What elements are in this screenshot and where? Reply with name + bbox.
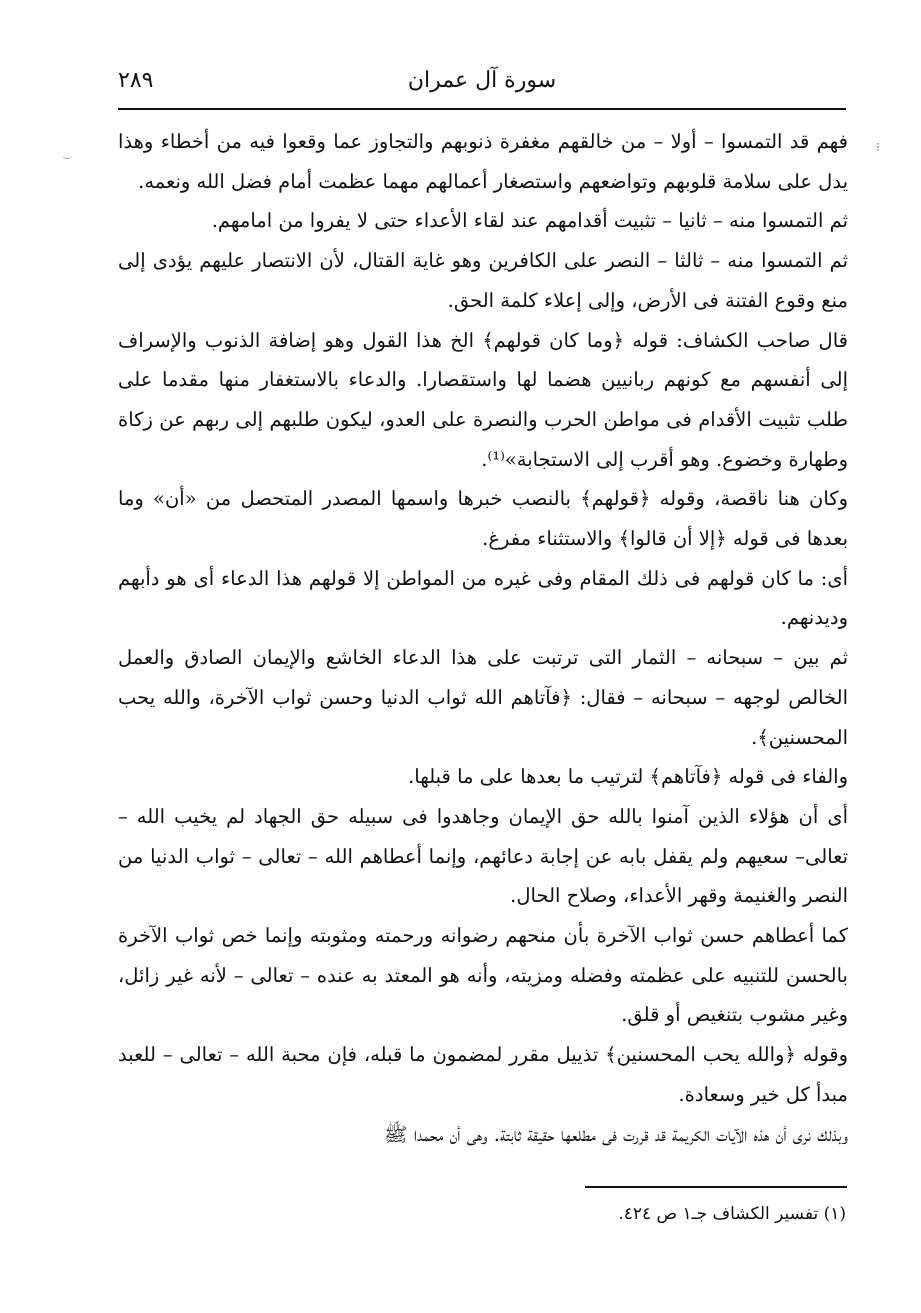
header-divider xyxy=(118,108,846,110)
paragraph: وكان هنا ناقصة، وقوله ﴿قولهم﴾ بالنصب خبرها واسمها المصدر المتحصل من «أن» وما بعدها فى قوله ﴿إلا أن قالوا﴾ والاستثناء مفرغ. xyxy=(118,487,848,551)
paragraph: قال صاحب الكشاف: قوله ﴿وما كان قولهم﴾ الخ هذا القول وهو إضافة الذنوب والإسراف إلى أنفسهم مع كونهم ربانيين هضما لها واستقصارا. والدعاء بالاستغفار منها مقدما على طلب تثبيت الأقدام فى مواطن الحرب والنصرة على العدو، ليكون طلبهم إلى ربهم عن زكاة وطهارة وخضوع. وهو أقرب إلى الاستجابة»⁽¹⁾. xyxy=(118,328,848,471)
page-number: ٢٨٩ xyxy=(118,68,154,93)
body-text xyxy=(118,122,848,1154)
footnote-divider xyxy=(585,1186,847,1188)
margin-tick xyxy=(62,152,72,159)
paragraph: وقوله ﴿والله يحب المحسنين﴾ تذييل مقرر لمضمون ما قبله، فإن محبة الله – تعالى – للعبد مبدأ كل خير وسعادة. xyxy=(118,1043,848,1106)
paragraph: وبذلك نرى أن هذه الآيات الكريمة قد قررت فى مطلعها حقيقة ثابتة. وهى أن محمدا ﷺ xyxy=(383,1122,848,1146)
paragraph: والفاء فى قوله ﴿فآتاهم﴾ لترتيب ما بعدها على ما قبلها. xyxy=(408,765,848,789)
surah-title: سورة آل عمران xyxy=(407,68,557,93)
paragraph: أى: ما كان قولهم فى ذلك المقام وفى غيره من المواطن إلا قولهم هذا الدعاء أى هو دأبهم وديدنهم. xyxy=(118,566,848,630)
paragraph: ثم التمسوا منه – ثالثا – النصر على الكافرين وهو غاية القتال، لأن الانتصار عليهم يؤدى إلى منع وقوع الفتنة فى الأرض، وإلى إعلاء كلمة الحق. xyxy=(118,249,848,312)
paragraph: ثم بين – سبحانه – الثمار التى ترتبت على هذا الدعاء الخاشع والإيمان الصادق والعمل الخالص لوجهه – سبحانه – فقال: ﴿فآتاهم الله ثواب الدنيا وحسن ثواب الآخرة، والله يحب المحسنين﴾. xyxy=(118,646,848,749)
paragraph: ثم التمسوا منه – ثانيا – تثبيت أقدامهم عند لقاء الأعداء حتى لا يفروا من امامهم. xyxy=(211,209,848,233)
footnote: (١) تفسير الكشاف جـ١ ص ٤٢٤. xyxy=(618,1204,846,1224)
margin-mark: ⁝ xyxy=(876,140,880,154)
page-header xyxy=(118,66,846,102)
paragraph: كما أعطاهم حسن ثواب الآخرة بأن منحهم رضوانه ورحمته ومثوبته وإنما خص ثواب الآخرة بالحسن للتنبيه على عظمته وفضله ومزيته، وأنه هو المعتد به عنده – تعالى – لأنه غير زائل، وغير مشوب بتنغيص أو قلق. xyxy=(118,924,848,1027)
paragraph: أى أن هؤلاء الذين آمنوا بالله حق الإيمان وجاهدوا فى سبيله حق الجهاد لم يخيب الله –تعالى– سعيهم ولم يقفل بابه عن إجابة دعائهم، وإنما أعطاهم الله – تعالى – ثواب الدنيا من النصر والغنيمة وقهر الأعداء، وصلاح الحال. xyxy=(118,804,848,908)
paragraph: فهم قد التمسوا – أولا – من خالقهم مغفرة ذنوبهم والتجاوز عما وقعوا فيه من أخطاء وهذا يدل على سلامة قلوبهم وتواضعهم واستصغار أعمالهم مهما عظمت أمام فضل الله ونعمه. xyxy=(118,130,848,193)
